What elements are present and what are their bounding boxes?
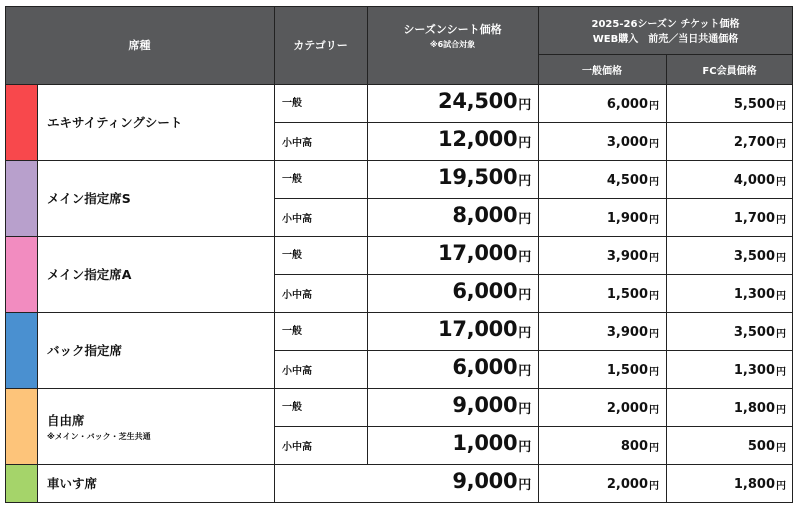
yen-unit: 円 [649,367,659,378]
header-divider [367,6,368,84]
column-divider [367,388,368,426]
yen-unit: 円 [776,367,786,378]
category-cell: 小中高 [282,213,312,225]
yen-unit: 円 [776,215,786,226]
column-divider [274,236,275,312]
category-cell: 一般 [282,174,302,185]
season-price-cell [367,84,538,122]
seat-color-swatch [5,388,37,464]
general-price-value: 1,500 [606,287,648,302]
fc-price-cell [666,464,793,502]
category-cell: 一般 [282,326,302,337]
category-cell: 一般 [282,98,302,109]
column-divider [666,84,667,160]
ticket-price-subtitle: WEB購入 前売／当日共通価格 [592,34,739,45]
yen-unit: 円 [776,405,786,416]
table-border-bottom [5,502,793,503]
fc-price-value: 2,700 [733,135,775,150]
column-divider [538,84,539,160]
seat-name: エキサイティングシート [47,115,183,130]
row-divider [5,160,793,161]
column-divider [538,160,539,236]
column-divider [666,388,667,464]
column-divider [274,464,275,502]
row-divider [5,236,793,237]
row-divider [5,312,793,313]
fc-price-cell [666,198,793,236]
column-divider [367,198,368,236]
fc-price-cell [666,274,793,312]
column-divider [37,236,38,312]
general-price-cell [538,160,666,198]
season-price-cell [367,350,538,388]
category-cell: 一般 [282,250,302,261]
column-divider [367,160,368,198]
season-price-value: 1,000 [452,431,518,455]
fc-price-cell [666,350,793,388]
column-divider [274,160,275,236]
column-divider [538,388,539,464]
column-divider [274,84,275,160]
price-table [5,6,793,504]
column-divider [367,312,368,350]
season-price-cell [367,312,538,350]
yen-unit: 円 [649,101,659,112]
season-price-cell [367,198,538,236]
fc-price-cell [666,388,793,426]
season-price-value: 6,000 [452,279,518,303]
sub-row-divider [274,350,793,351]
fc-price-cell [666,312,793,350]
general-price-value: 4,500 [606,173,648,188]
sub-row-divider [274,198,793,199]
category-cell: 一般 [282,402,302,413]
general-price-cell [538,274,666,312]
category-cell: 小中高 [282,441,312,453]
yen-unit: 円 [649,329,659,340]
yen-unit: 円 [649,405,659,416]
fc-price-value: 1,300 [733,287,775,302]
yen-unit: 円 [518,98,531,113]
yen-unit: 円 [776,253,786,264]
general-price-value: 1,900 [606,211,648,226]
general-price-cell [538,312,666,350]
seat-name-cell [37,388,274,464]
column-divider [367,84,368,122]
yen-unit: 円 [776,329,786,340]
header-divider [538,6,539,84]
seat-name: 自由席 [47,412,85,428]
column-divider [367,426,368,464]
fc-price-value: 3,500 [733,325,775,340]
general-price-value: 1,500 [606,363,648,378]
column-divider [538,312,539,388]
fc-price-value: 5,500 [733,97,775,112]
season-price-value: 9,000 [452,469,518,493]
seat-name: メイン指定席A [47,267,132,282]
season-price-value: 6,000 [452,355,518,379]
fc-price-cell [666,160,793,198]
column-divider [666,464,667,502]
season-price-cell [367,122,538,160]
season-price-value: 12,000 [438,127,518,151]
general-price-value: 3,000 [606,135,648,150]
fc-price-value: 1,800 [733,477,775,492]
header-fc-price: FC会員価格 [666,54,793,84]
fc-price-value: 500 [747,439,775,454]
yen-unit: 円 [649,481,659,492]
column-divider [37,464,38,502]
yen-unit: 円 [776,443,786,454]
header-divider [274,6,275,84]
general-price-cell [538,84,666,122]
season-price-title: シーズンシート価格 [403,22,502,36]
column-divider [666,160,667,236]
column-divider [37,160,38,236]
column-divider [367,236,368,274]
fc-price-cell [666,236,793,274]
header-divider [666,54,667,84]
yen-unit: 円 [776,291,786,302]
yen-unit: 円 [649,177,659,188]
yen-unit: 円 [649,253,659,264]
yen-unit: 円 [776,177,786,188]
yen-unit: 円 [518,136,531,151]
table-border-right [792,6,793,502]
category-cell: 小中高 [282,137,312,149]
sub-row-divider [274,426,793,427]
ticket-price-title: 2025-26シーズン チケット価格 [591,19,740,30]
column-divider [367,350,368,388]
yen-unit: 円 [518,212,531,227]
header-season-price [367,6,538,84]
yen-unit: 円 [649,215,659,226]
general-price-cell [538,426,666,464]
general-price-cell [538,198,666,236]
row-divider [5,84,793,85]
fc-price-value: 1,800 [733,401,775,416]
yen-unit: 円 [518,402,531,417]
seat-name-cell [37,312,274,388]
season-price-value: 24,500 [438,89,518,113]
general-price-cell [538,236,666,274]
column-divider [37,312,38,388]
header-seat-type: 席種 [5,6,274,84]
category-cell: 小中高 [282,289,312,301]
yen-unit: 円 [518,288,531,303]
fc-price-value: 1,300 [733,363,775,378]
general-price-value: 6,000 [606,97,648,112]
seat-name-cell [37,236,274,312]
row-divider [5,464,793,465]
general-price-value: 2,000 [606,401,648,416]
general-price-cell [538,122,666,160]
table-border-top [5,6,793,7]
seat-color-swatch [5,464,37,502]
yen-unit: 円 [649,443,659,454]
season-price-value: 19,500 [438,165,518,189]
category-cell: 小中高 [282,365,312,377]
seat-color-swatch [5,160,37,236]
fc-price-cell [666,122,793,160]
seat-name: 車いす席 [47,476,98,491]
column-divider [666,312,667,388]
yen-unit: 円 [518,440,531,455]
row-divider [5,388,793,389]
season-price-value: 17,000 [438,317,518,341]
yen-unit: 円 [649,291,659,302]
yen-unit: 円 [518,250,531,265]
seat-color-swatch [5,312,37,388]
season-price-note: ※6試合対象 [429,39,476,49]
column-divider [367,274,368,312]
season-price-cell [367,236,538,274]
season-price-cell [274,464,538,502]
header-general-price: 一般価格 [538,54,666,84]
column-divider [37,388,38,464]
season-price-value: 8,000 [452,203,518,227]
seat-color-swatch [5,236,37,312]
fc-price-cell [666,426,793,464]
season-price-cell [367,160,538,198]
general-price-value: 3,900 [606,325,648,340]
fc-price-value: 1,700 [733,211,775,226]
yen-unit: 円 [776,139,786,150]
yen-unit: 円 [518,478,531,493]
yen-unit: 円 [649,139,659,150]
season-price-cell [367,274,538,312]
fc-price-value: 3,500 [733,249,775,264]
column-divider [274,312,275,388]
general-price-value: 3,900 [606,249,648,264]
season-price-cell [367,388,538,426]
fc-price-cell [666,84,793,122]
general-price-value: 800 [620,439,648,454]
header-ticket-price [538,6,793,54]
seat-name-cell [37,464,274,502]
seat-name-cell [37,160,274,236]
general-price-cell [538,388,666,426]
general-price-value: 2,000 [606,477,648,492]
sub-row-divider [274,274,793,275]
yen-unit: 円 [776,101,786,112]
seat-name: バック指定席 [47,343,123,358]
yen-unit: 円 [518,174,531,189]
yen-unit: 円 [518,326,531,341]
header-category: カテゴリー [274,6,367,84]
seat-color-swatch [5,84,37,160]
column-divider [367,122,368,160]
seat-name-cell [37,84,274,160]
general-price-cell [538,350,666,388]
season-price-value: 9,000 [452,393,518,417]
general-price-cell [538,464,666,502]
yen-unit: 円 [776,481,786,492]
table-border-left [5,6,6,502]
seat-note: ※メイン・バック・芝生共通 [47,431,151,441]
sub-row-divider [274,122,793,123]
column-divider [274,388,275,464]
yen-unit: 円 [518,364,531,379]
column-divider [538,464,539,502]
column-divider [538,236,539,312]
season-price-value: 17,000 [438,241,518,265]
fc-price-value: 4,000 [733,173,775,188]
season-price-cell [367,426,538,464]
column-divider [666,236,667,312]
column-divider [37,84,38,160]
seat-name: メイン指定席S [47,191,131,206]
